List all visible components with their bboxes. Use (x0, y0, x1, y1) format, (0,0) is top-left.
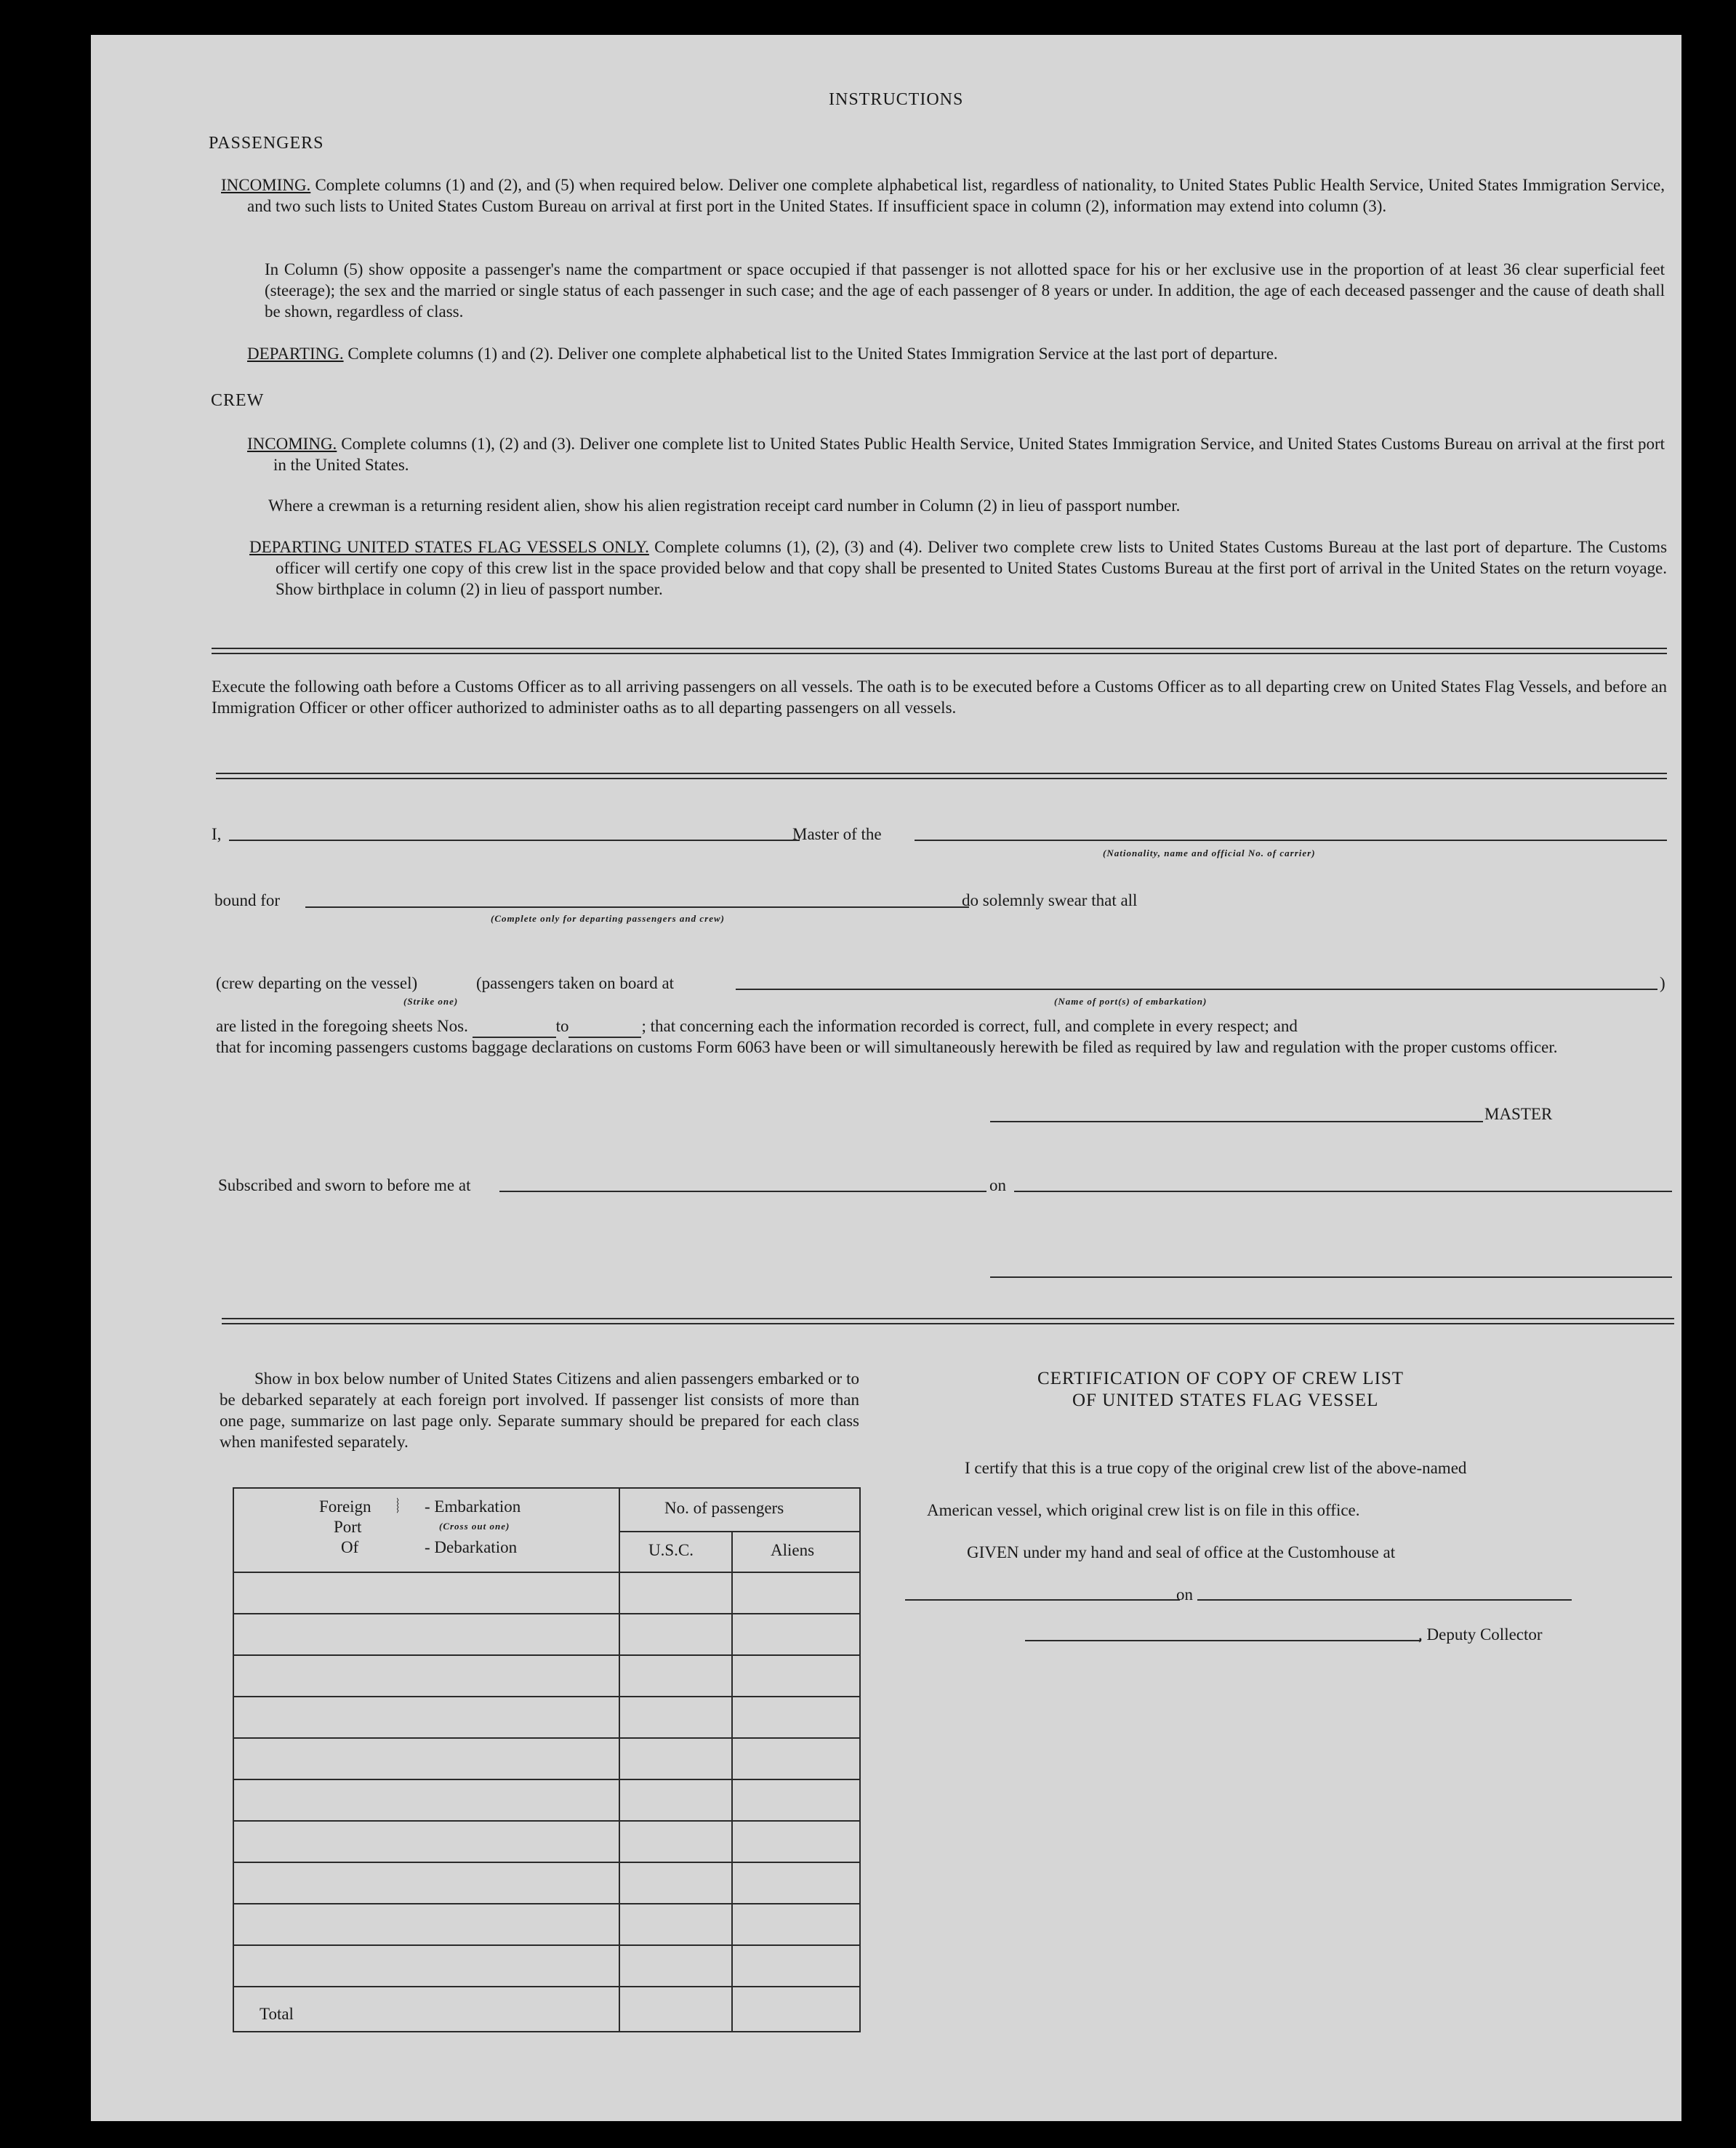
table-row-line (234, 1737, 859, 1739)
crew-departing-option: (crew departing on the vessel) (216, 974, 418, 992)
usc-header: U.S.C. (648, 1541, 694, 1559)
passenger-summary-table (233, 1487, 861, 2032)
section-divider (212, 648, 1667, 654)
listed-text-b: ; that concerning each the information recorded is correct, full, and complete in every respect; and (641, 1017, 1298, 1035)
of-label: Of (341, 1538, 359, 1556)
crew-departing-instruction (249, 536, 1667, 600)
master-label: MASTER (1484, 1105, 1553, 1123)
page-title: INSTRUCTIONS (829, 90, 964, 109)
certify-line-1: I certify that this is a true copy of the original crew list of the above-named (965, 1459, 1467, 1477)
table-vline-1 (619, 1489, 620, 2031)
sworn-on-label: on (989, 1176, 1006, 1194)
passengers-column5-instruction: In Column (5) show opposite a passenger's name the compartment or space occupied if that passenger is not allotted space for his or her exclusive use in the proportion of at least 36 clear superficial feet (steerage); the sex and the married or single status of each passenger in such case; and the age of each passenger of 8 years or under. In addition, the age of each deceased passenger and the cause of death shall be shown, regardless of class. (265, 260, 1665, 321)
table-row-line (234, 1944, 859, 1946)
crew-incoming-text: Complete columns (1), (2) and (3). Deliver one complete list to United States Public Health Service, United States Immigration Service, and United States Customs Bureau on arrival at the first port in the United States. (273, 435, 1665, 474)
passengers-incoming-instruction (221, 174, 1665, 217)
certification-divider (222, 1318, 1674, 1324)
crew-incoming-instruction (247, 433, 1665, 475)
master-signature-field[interactable] (990, 1121, 1483, 1122)
table-row-line (234, 1779, 859, 1780)
oath-i-label: I, (212, 825, 222, 843)
bound-for-field[interactable] (305, 906, 969, 908)
crew-departing-text: Complete columns (1), (2), (3) and (4). Deliver two complete crew lists to United States Customs Bureau at the last port of departure. The Customs officer will certify one copy of this crew list in the space provided below and that copy shall be presented to United States Customs Bureau at the first port of arrival in the United States on the return voyage. Show birthplace in column (2) in lieu of passport number. (276, 538, 1668, 598)
passengers-taken-option: (passengers taken on board at (476, 974, 675, 992)
deputy-signature-field[interactable] (1025, 1640, 1421, 1641)
crew-incoming-label: INCOMING. (247, 435, 337, 453)
foreign-label: Foreign (319, 1497, 371, 1516)
listed-sheets-line (216, 1015, 1667, 1038)
crew-departing-label: DEPARTING UNITED STATES FLAG VESSELS ONLY. (249, 538, 649, 556)
passengers-departing-label: DEPARTING. (247, 345, 344, 363)
crew-heading: CREW (211, 391, 265, 410)
table-row-line (234, 1696, 859, 1697)
sheets-to-field[interactable] (568, 1015, 641, 1038)
total-label: Total (260, 2005, 294, 2023)
table-header-split (619, 1531, 859, 1532)
officer-signature-field[interactable] (990, 1276, 1672, 1278)
close-paren: ) (1660, 974, 1665, 992)
form-page (91, 35, 1681, 2121)
oath-divider (216, 773, 1667, 779)
cross-out-caption: (Cross out one) (439, 1521, 510, 1532)
port-caption: (Name of port(s) of embarkation) (1054, 996, 1207, 1007)
table-row-line (234, 1613, 859, 1614)
strike-one-caption: (Strike one) (403, 996, 459, 1007)
table-row-line (234, 1903, 859, 1904)
solemnly-swear-text: do solemnly swear that all (962, 891, 1138, 909)
summary-intro: Show in box below number of United States Citizens and alien passengers embarked or to be debarked separately at each foreign port involved. If passenger list consists of more than one page, summarize on last page only. Separate summary should be prepared for each class when manifested separately. (220, 1369, 859, 1451)
listed-text-c: that for incoming passengers customs baggage declarations on customs Form 6063 have been or will simultaneously herewith be filed as required by law and regulation with the proper customs officer. (216, 1038, 1558, 1056)
sworn-date-field[interactable] (1014, 1191, 1672, 1192)
nationality-caption: (Nationality, name and official No. of carrier) (1103, 848, 1316, 858)
embarkation-label: - Embarkation (425, 1497, 521, 1516)
master-name-field[interactable] (229, 840, 800, 841)
carrier-field[interactable] (915, 840, 1667, 841)
bound-for-label: bound for (214, 891, 281, 909)
certification-title-1: CERTIFICATION OF COPY OF CREW LIST (1037, 1369, 1405, 1388)
table-row-line (234, 1572, 859, 1573)
table-row-line (234, 1862, 859, 1863)
master-of-the-label: Master of the (792, 825, 882, 843)
table-row-line (234, 1986, 859, 1987)
no-passengers-header: No. of passengers (664, 1499, 784, 1517)
brace-1: ⧘ (396, 1494, 400, 1518)
passengers-departing-instruction (247, 343, 1665, 364)
certification-title-2: OF UNITED STATES FLAG VESSEL (1072, 1391, 1379, 1410)
port-label: Port (334, 1518, 362, 1536)
crew-crewman-instruction: Where a crewman is a returning resident alien, show his alien registration receipt card number in Column (2) in lieu of passport number. (268, 496, 1181, 515)
customhouse-field[interactable] (905, 1599, 1180, 1601)
certify-line-2: American vessel, which original crew list is on file in this office. (927, 1501, 1360, 1519)
aliens-header: Aliens (771, 1541, 815, 1559)
passengers-departing-text: Complete columns (1) and (2). Deliver one complete alphabetical list to the United States Immigration Service at the last port of departure. (347, 345, 1278, 363)
certify-date-field[interactable] (1197, 1599, 1572, 1601)
passengers-incoming-text: Complete columns (1) and (2), and (5) when required below. Deliver one complete alphabetical list, regardless of nationality, to United States Public Health Service, United States Immigration Service, and two such lists to United States Custom Bureau on arrival at first port in the United States. If insufficient space in column (2), information may extend into column (3). (247, 176, 1665, 215)
certify-on-label: on (1176, 1585, 1193, 1604)
listed-text-a: are listed in the foregoing sheets Nos. (216, 1017, 468, 1035)
subscribed-label: Subscribed and sworn to before me at (218, 1176, 471, 1194)
complete-only-caption: (Complete only for departing passengers and crew) (491, 913, 725, 924)
passengers-incoming-label: INCOMING. (221, 176, 311, 194)
sworn-place-field[interactable] (499, 1191, 986, 1192)
certify-line-3: GIVEN under my hand and seal of office at the Customhouse at (967, 1543, 1396, 1561)
debarkation-label: - Debarkation (425, 1538, 518, 1556)
oath-intro: Execute the following oath before a Customs Officer as to all arriving passengers on all vessels. The oath is to be executed before a Customs Officer as to all departing crew on United States Flag Vessels, and before an Immigration Officer or other officer authorized to administer oaths as to all departing passengers on all vessels. (212, 677, 1667, 717)
table-row-line (234, 1820, 859, 1822)
embarkation-port-field[interactable] (736, 989, 1657, 990)
sheets-from-field[interactable] (473, 1015, 556, 1038)
deputy-collector-label: , Deputy Collector (1418, 1625, 1543, 1644)
passengers-heading: PASSENGERS (209, 134, 324, 153)
listed-to: to (555, 1017, 569, 1035)
table-vline-2 (731, 1531, 733, 2031)
table-row-line (234, 1654, 859, 1656)
